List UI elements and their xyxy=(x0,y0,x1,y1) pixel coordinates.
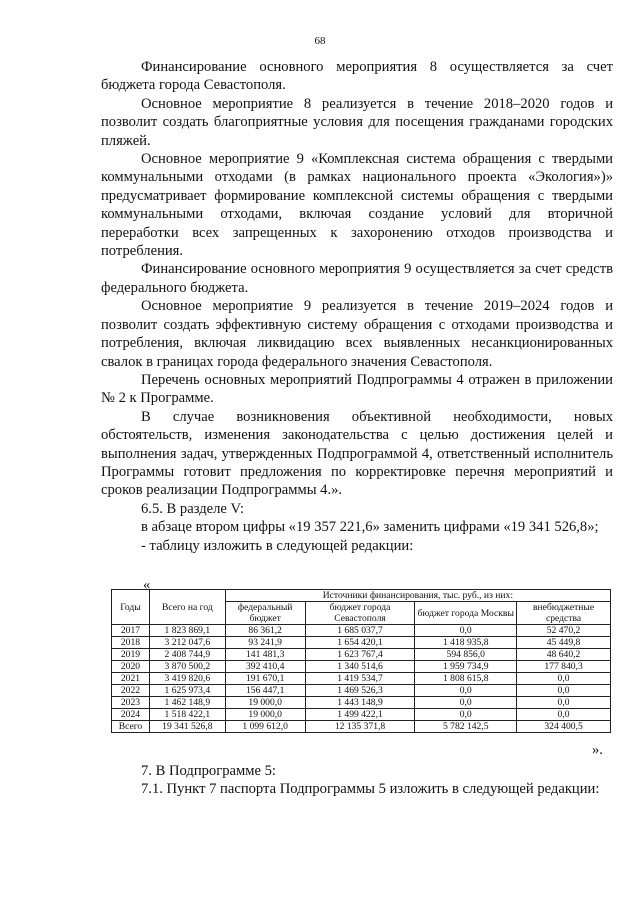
cell-value: 1 418 935,8 xyxy=(415,637,517,649)
table-row xyxy=(112,625,611,637)
cell-value: 0,0 xyxy=(517,709,611,721)
cell-value: 0,0 xyxy=(415,625,517,637)
paragraph: 6.5. В разделе V: xyxy=(141,500,245,517)
table-row xyxy=(112,649,611,661)
cell-total: 2 408 744,9 xyxy=(149,649,225,661)
cell-year: 2018 xyxy=(112,637,150,649)
financing-table xyxy=(111,589,611,733)
header-moscow: бюджет города Москвы xyxy=(415,602,517,625)
paragraph: - таблицу изложить в следующей редакции: xyxy=(141,537,414,554)
cell-total: 1 823 869,1 xyxy=(149,625,225,637)
cell-total: 1 518 422,1 xyxy=(149,709,225,721)
cell-year: 2023 xyxy=(112,697,150,709)
cell-value: 1 654 420,1 xyxy=(305,637,415,649)
quote-open: « xyxy=(143,577,151,593)
cell-value: 324 400,5 xyxy=(517,721,611,733)
cell-value: 594 856,0 xyxy=(415,649,517,661)
cell-value: 1 685 037,7 xyxy=(305,625,415,637)
cell-value: 0,0 xyxy=(415,685,517,697)
cell-value: 392 410,4 xyxy=(225,661,305,673)
cell-year: 2022 xyxy=(112,685,150,697)
header-sources: Источники финансирования, тыс. руб., из них: xyxy=(225,590,610,602)
paragraph: Финансирование основного мероприятия 9 осуществляется за счет средств федерального бюджета. xyxy=(101,261,613,296)
cell-total: 19 341 526,8 xyxy=(149,721,225,733)
cell-total: 3 419 820,6 xyxy=(149,673,225,685)
paragraph: 7.1. Пункт 7 паспорта Подпрограммы 5 изложить в следующей редакции: xyxy=(141,781,600,798)
cell-value: 12 135 371,8 xyxy=(305,721,415,733)
cell-value: 19 000,0 xyxy=(225,709,305,721)
paragraph: в абзаце втором цифры «19 357 221,6» заменить цифрами «19 341 526,8»; xyxy=(141,519,599,536)
table-row xyxy=(112,673,611,685)
paragraph: 7. В Подпрограмме 5: xyxy=(141,763,276,779)
cell-year: 2020 xyxy=(112,661,150,673)
cell-value: 0,0 xyxy=(415,709,517,721)
paragraph: В случае возникновения объективной необходимости, новых обстоятельств, изменения законодательства с целью достижения целей и выполнения задач, утвержденных Подпрограммой 4, ответственный исполнитель Программы готовит предложения по корректировке перечня мероприятий и сроков реализации Подпрограммы 4.». xyxy=(101,408,613,499)
cell-value: 141 481,3 xyxy=(225,649,305,661)
paragraph: Основное мероприятие 9 «Комплексная система обращения с твердыми коммунальными отходами (в рамках национального проекта «Экология»)» предусматривает формирование комплексной системы обращения с твердыми коммунальными отходами, включая создание условий для вторичной переработки всех запрещенных к захоронению отходов производства и потребления. xyxy=(101,151,613,260)
table-row xyxy=(112,637,611,649)
table-row xyxy=(112,685,611,697)
header-federal: федеральный бюджет xyxy=(225,602,305,625)
cell-value: 1 340 514,6 xyxy=(305,661,415,673)
cell-value: 0,0 xyxy=(517,673,611,685)
cell-value: 1 469 526,3 xyxy=(305,685,415,697)
cell-value: 1 099 612,0 xyxy=(225,721,305,733)
cell-value: 0,0 xyxy=(517,697,611,709)
cell-value: 191 670,1 xyxy=(225,673,305,685)
header-total: Всего на год xyxy=(149,590,225,625)
cell-value: 86 361,2 xyxy=(225,625,305,637)
cell-total: 3 212 047,6 xyxy=(149,637,225,649)
cell-value: 0,0 xyxy=(415,697,517,709)
header-sevastopol: бюджет города Севастополя xyxy=(305,602,415,625)
cell-value: 5 782 142,5 xyxy=(415,721,517,733)
table-row xyxy=(112,697,611,709)
document-tail xyxy=(101,762,613,799)
cell-value: 156 447,1 xyxy=(225,685,305,697)
cell-year: Всего xyxy=(112,721,150,733)
table-row xyxy=(112,709,611,721)
header-years: Годы xyxy=(112,590,150,625)
document-body xyxy=(101,58,613,555)
cell-value: 48 640,2 xyxy=(517,649,611,661)
cell-value: 45 449,8 xyxy=(517,637,611,649)
cell-year: 2024 xyxy=(112,709,150,721)
cell-total: 1 462 148,9 xyxy=(149,697,225,709)
paragraph: Основное мероприятие 8 реализуется в течение 2018–2020 годов и позволит создать благоприятные условия для посещения гражданами городских пляжей. xyxy=(101,95,613,149)
cell-total: 1 625 973,4 xyxy=(149,685,225,697)
cell-value: 1 499 422,1 xyxy=(305,709,415,721)
quote-close: ». xyxy=(592,742,603,758)
cell-year: 2017 xyxy=(112,625,150,637)
paragraph: Основное мероприятие 9 реализуется в течение 2019–2024 годов и позволит создать эффективную систему обращения с отходами производства и потребления, включая ликвидацию всех выявленных несанкционированных свалок в границах города федерального значения Севастополя. xyxy=(101,298,613,370)
header-extrabudget: внебюджетные средства xyxy=(517,602,611,625)
paragraph: Финансирование основного мероприятия 8 осуществляется за счет бюджета города Севастополя. xyxy=(101,59,613,94)
cell-value: 93 241,9 xyxy=(225,637,305,649)
cell-value: 19 000,0 xyxy=(225,697,305,709)
table-row xyxy=(112,721,611,733)
table-row xyxy=(112,661,611,673)
page-number: 68 xyxy=(314,35,326,47)
cell-value: 1 443 148,9 xyxy=(305,697,415,709)
cell-value: 177 840,3 xyxy=(517,661,611,673)
cell-value: 1 808 615,8 xyxy=(415,673,517,685)
cell-value: 52 470,2 xyxy=(517,625,611,637)
paragraph: Перечень основных мероприятий Подпрограммы 4 отражен в приложении № 2 к Программе. xyxy=(101,371,613,407)
cell-value: 1 623 767,4 xyxy=(305,649,415,661)
cell-year: 2019 xyxy=(112,649,150,661)
cell-year: 2021 xyxy=(112,673,150,685)
table-body xyxy=(112,625,611,733)
cell-value: 0,0 xyxy=(517,685,611,697)
cell-value: 1 959 734,9 xyxy=(415,661,517,673)
cell-value: 1 419 534,7 xyxy=(305,673,415,685)
cell-total: 3 870 500,2 xyxy=(149,661,225,673)
